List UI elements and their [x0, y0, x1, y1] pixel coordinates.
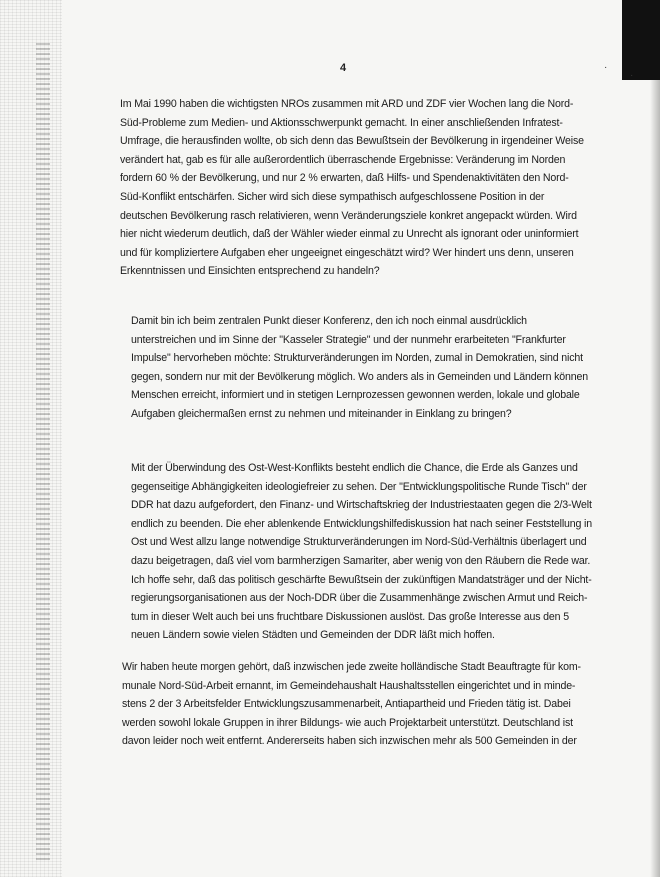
text-line: Mit der Überwindung des Ost-West-Konflikts besteht endlich die Chance, die Erde als Ganzes und: [131, 462, 578, 474]
text-line: Ost und West allzu lange notwendige Strukturveränderungen im Nord-Süd-Verhältnis überlagert und: [131, 536, 587, 549]
scan-speck: ·: [630, 70, 634, 81]
text-line: hier nicht wiederum deutlich, daß der Wähler wieder einmal zu Unrecht als ignorant oder uninformiert: [120, 228, 579, 241]
scan-edge-right-dark: [622, 0, 660, 80]
text-line: Ich hoffe sehr, daß das politisch geschärfte Bewußtsein der zukünftigen Mandatsträger und der Nicht-: [131, 573, 592, 586]
text-line: munale Nord-Süd-Arbeit ernannt, im Gemeindehaushalt Haushaltsstellen eingerichtet und in minde-: [122, 679, 576, 692]
text-line: davon leider noch weit entfernt. Andererseits haben sich inzwischen mehr als 500 Gemeinden in der: [122, 735, 577, 748]
text-line: Süd-Konflikt entschärfen. Sicher wird sich diese sympathisch aufgeschlossene Position in der: [120, 190, 545, 203]
text-line: gegenseitige Abhängigkeiten ideologiefreier zu sehen. Der "Entwicklungspolitische Runde Tisch" der: [131, 480, 587, 493]
text-line: tum in dieser Welt auch bei uns fruchtbare Diskussionen auslöst. Das große Interesse aus den 5: [131, 610, 569, 623]
scan-speck: ·: [604, 62, 608, 73]
text-line: Süd-Probleme zum Medien- und Aktionsschwerpunkt gemacht. In einer anschließenden Infratest-: [120, 116, 563, 129]
text-line: Im Mai 1990 haben die wichtigsten NROs zusammen mit ARD und ZDF vier Wochen lang die Nord-: [120, 98, 574, 110]
text-line: Wir haben heute morgen gehört, daß inzwischen jede zweite holländische Stadt Beauftragte für kom-: [122, 661, 581, 673]
text-line: verändert hat, gab es für alle außerordentlich überraschende Ergebnisse: Veränderung im Norden: [120, 153, 566, 166]
text-line: und für kompliziertere Aufgaben eher ungeeignet eingeschätzt wird? Wer hindert uns denn, unseren: [120, 246, 574, 259]
text-line: gegen, sondern nur mit der Bevölkerung möglich. Wo anders als in Gemeinden und Ländern können: [131, 370, 588, 383]
scan-edge-left: [0, 0, 62, 877]
text-line: endlich zu beenden. Die eher ablenkende Entwicklungshilfediskussion hat nach seiner Feststellung in: [131, 517, 592, 530]
text-line: dazu beigetragen, daß viel vom barmherzigen Samariter, aber wenig von den Räubern die Rede war.: [131, 554, 591, 567]
paragraph-2: [131, 312, 601, 424]
text-line: Damit bin ich beim zentralen Punkt dieser Konferenz, den ich noch einmal ausdrücklich: [131, 315, 527, 327]
text-line: Umfrage, die herausfinden wollte, ob sich denn das Bewußtsein der Bevölkerung in irgendeiner Weise: [120, 135, 584, 148]
paragraph-1: [120, 95, 598, 281]
text-line: deutschen Bevölkerung rasch relativieren, wenn Veränderungsziele konkret angepackt würden. Wird: [120, 209, 577, 222]
text-line: unterstreichen und im Sinne der "Kasseler Strategie" und der nunmehr erarbeiteten "Frankfurter: [131, 333, 566, 346]
text-line: Aufgaben gleichermaßen ernst zu nehmen und miteinander in Einklang zu bringen?: [131, 407, 512, 420]
text-line: stens 2 der 3 Arbeitsfelder Entwicklungszusammenarbeit, Antiapartheid und Frieden tätig ist. Dabei: [122, 698, 571, 711]
text-line: Erkenntnissen und Einsichten entsprechend zu handeln?: [120, 265, 380, 278]
text-line: Impulse" hervorheben möchte: Strukturveränderungen im Norden, zumal in Demokratien, sind nicht: [131, 352, 583, 365]
text-line: DDR hat dazu aufgefordert, den Finanz- und Wirtschaftskrieg der Industriestaaten gegen die 2/3-Welt: [131, 499, 592, 512]
scan-edge-right-shadow: [650, 80, 660, 877]
text-line: Menschen erreicht, informiert und in stetigen Lernprozessen gewonnen werden, lokale und globale: [131, 389, 580, 402]
text-line: fordern 60 % der Bevölkerung, und nur 2 % erwarten, daß Hilfs- und Spendenaktivitäten den Nord-: [120, 172, 569, 185]
text-line: regierungsorganisationen aus der Noch-DDR über die Zusammenhänge zwischen Armut und Reich-: [131, 592, 588, 605]
paragraph-4: [122, 658, 598, 751]
scan-edge-left-shadow: [36, 40, 50, 860]
paragraph-3: [131, 459, 601, 645]
text-line: neuen Ländern sowie vielen Städten und Gemeinden der DDR läßt mich hoffen.: [131, 629, 495, 642]
page-number: 4: [340, 62, 347, 74]
text-line: werden sowohl lokale Gruppen in ihrer Bildungs- wie auch Projektarbeit unterstützt. Deutschland ist: [122, 716, 573, 729]
